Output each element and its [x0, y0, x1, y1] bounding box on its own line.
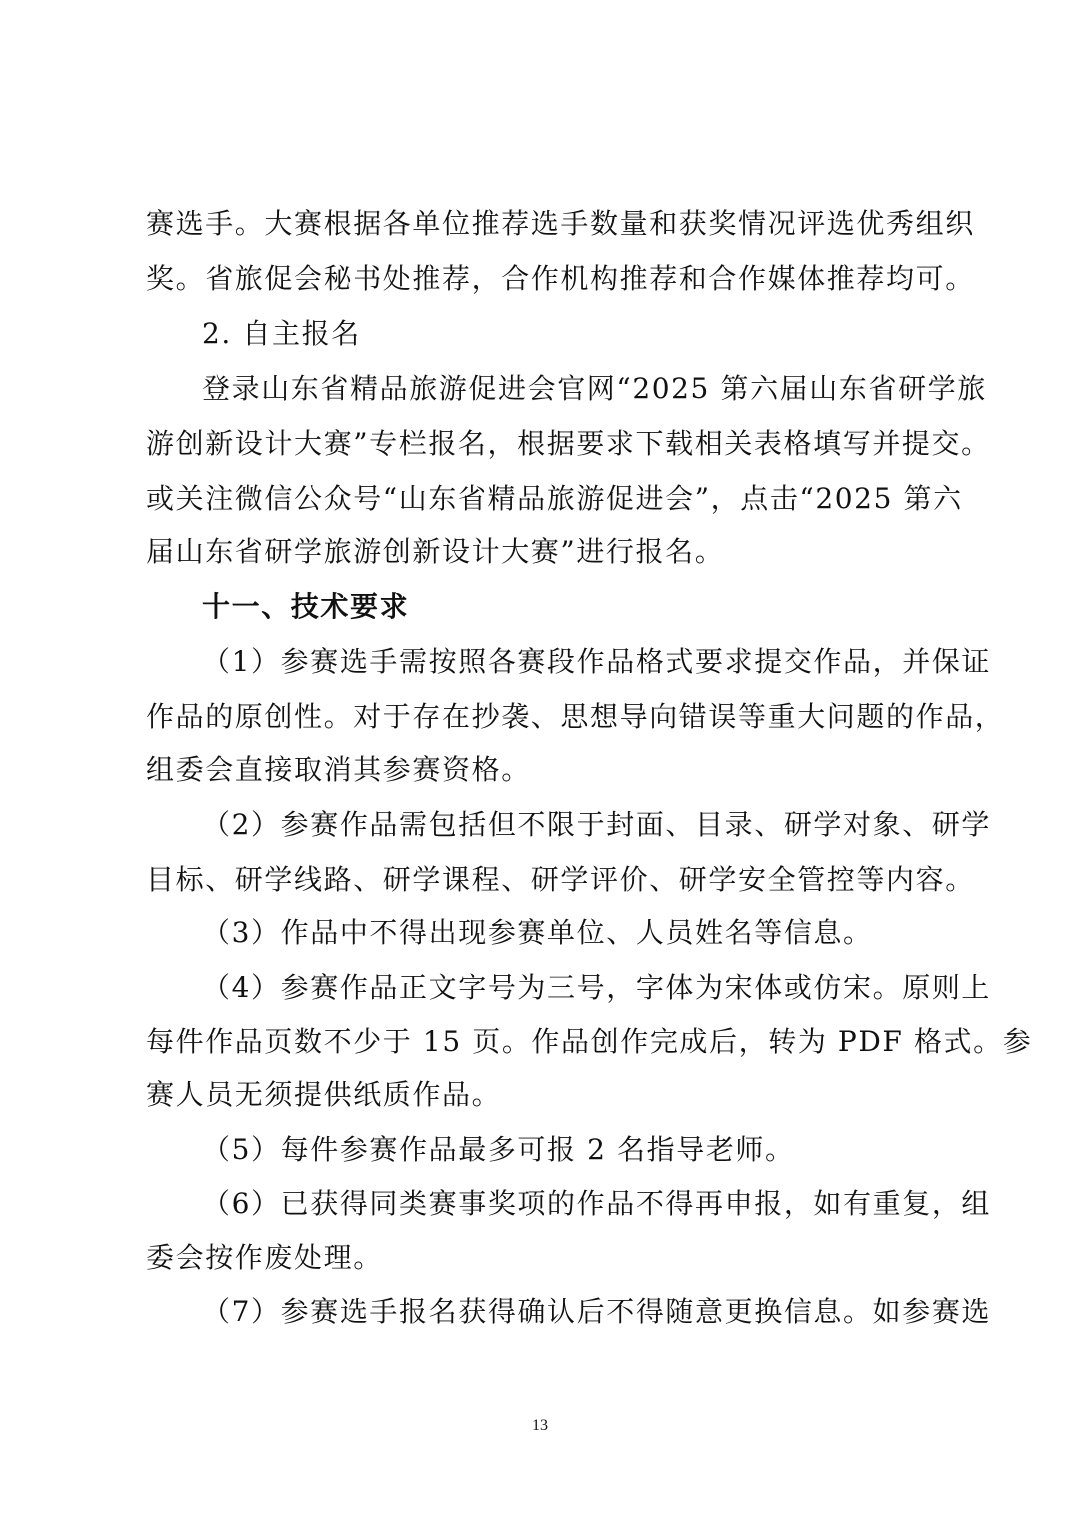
section-heading-technical-requirements: 十一、技术要求: [202, 590, 410, 623]
text-line: 组委会直接取消其参赛资格。: [146, 753, 531, 786]
text-line: （7）参赛选手报名获得确认后不得随意更换信息。如参赛选: [202, 1295, 992, 1328]
text-line: 届山东省研学旅游创新设计大赛”进行报名。: [146, 535, 725, 568]
text-line: 赛选手。大赛根据各单位推荐选手数量和获奖情况评选优秀组织: [146, 207, 975, 240]
text-line: 目标、研学线路、研学课程、研学评价、研学安全管控等内容。: [146, 863, 975, 896]
text-line: 委会按作废处理。: [146, 1241, 383, 1274]
text-line: （5）每件参赛作品最多可报 2 名指导老师。: [202, 1133, 795, 1166]
text-line: （1）参赛选手需按照各赛段作品格式要求提交作品，并保证: [202, 645, 992, 678]
text-line: 每件作品页数不少于 15 页。作品创作完成后，转为 PDF 格式。参: [146, 1025, 1033, 1058]
text-line: 赛人员无须提供纸质作品。: [146, 1078, 502, 1111]
text-line: （2）参赛作品需包括但不限于封面、目录、研学对象、研学: [202, 808, 992, 841]
text-line: （4）参赛作品正文字号为三号，字体为宋体或仿宋。原则上: [202, 971, 992, 1004]
text-line: 作品的原创性。对于存在抄袭、思想导向错误等重大问题的作品，: [146, 700, 1005, 733]
text-line: 奖。省旅促会秘书处推荐，合作机构推荐和合作媒体推荐均可。: [146, 262, 975, 295]
text-line: 或关注微信公众号“山东省精品旅游促进会”，点击“2025 第六: [146, 482, 963, 515]
text-line: （3）作品中不得出现参赛单位、人员姓名等信息。: [202, 916, 873, 949]
text-line: 登录山东省精品旅游促进会官网“2025 第六届山东省研学旅: [202, 372, 987, 405]
page-number: 13: [532, 1417, 548, 1434]
text-line: 游创新设计大赛”专栏报名，根据要求下载相关表格填写并提交。: [146, 427, 991, 460]
subheading-self-registration: 2. 自主报名: [202, 317, 361, 350]
text-line: （6）已获得同类赛事奖项的作品不得再申报，如有重复，组: [202, 1187, 992, 1220]
